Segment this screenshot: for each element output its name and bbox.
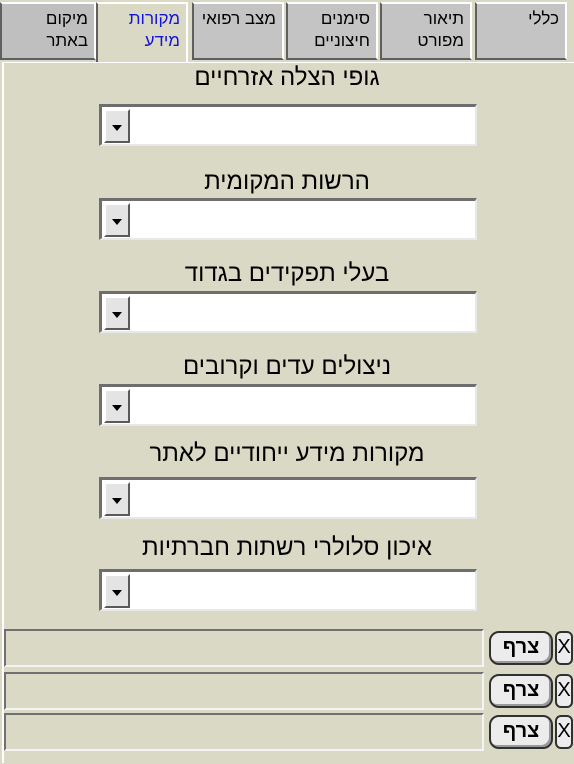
attachment-path-field[interactable] — [4, 672, 484, 710]
field-label-site-specific-sources: מקורות מידע ייחודיים לאתר — [149, 440, 425, 467]
battalion-officials-select[interactable] — [99, 291, 477, 333]
attach-button[interactable]: צרף — [489, 715, 553, 749]
field-label-battalion-officials: בעלי תפקידים בגדוד — [184, 260, 390, 287]
local-authority-select[interactable] — [99, 198, 477, 240]
chevron-down-icon[interactable] — [104, 482, 130, 516]
tab-bar — [0, 0, 574, 62]
remove-attachment-button[interactable]: X — [555, 631, 573, 665]
survivors-witnesses-select[interactable] — [99, 384, 477, 426]
field-label-civil-rescue: גופי הצלה אזרחיים — [194, 64, 380, 91]
chevron-down-icon[interactable] — [104, 296, 130, 330]
attachment-path-field[interactable] — [4, 629, 484, 667]
tab-information-sources[interactable]: מקורות מידע — [96, 2, 188, 62]
attachment-row — [0, 629, 574, 669]
field-label-local-authority: הרשות המקומית — [204, 168, 370, 195]
tab-external-marks[interactable]: סימנים חיצוניים — [286, 2, 378, 60]
civil-rescue-select[interactable] — [99, 104, 477, 146]
chevron-down-icon[interactable] — [104, 574, 130, 608]
attachment-row — [0, 672, 574, 712]
field-label-survivors-witnesses: ניצולים עדים וקרובים — [182, 353, 392, 380]
tab-general[interactable]: כללי — [475, 2, 567, 60]
chevron-down-icon[interactable] — [104, 203, 130, 237]
field-label-cellular-social: איכון סלולרי רשתות חברתיות — [142, 534, 432, 561]
tab-detailed-description[interactable]: תיאור מפורט — [380, 2, 472, 60]
chevron-down-icon[interactable] — [104, 389, 130, 423]
attachment-path-field[interactable] — [4, 713, 484, 751]
cellular-social-select[interactable] — [99, 569, 477, 611]
remove-attachment-button[interactable]: X — [555, 715, 573, 749]
tab-site-location[interactable]: מיקום באתר — [0, 2, 96, 60]
site-specific-sources-select[interactable] — [99, 477, 477, 519]
attach-button[interactable]: צרף — [489, 674, 553, 708]
tab-medical-status[interactable]: מצב רפואי — [192, 2, 284, 60]
attachment-row — [0, 713, 574, 753]
remove-attachment-button[interactable]: X — [555, 674, 573, 708]
chevron-down-icon[interactable] — [104, 109, 130, 143]
attach-button[interactable]: צרף — [489, 631, 553, 665]
